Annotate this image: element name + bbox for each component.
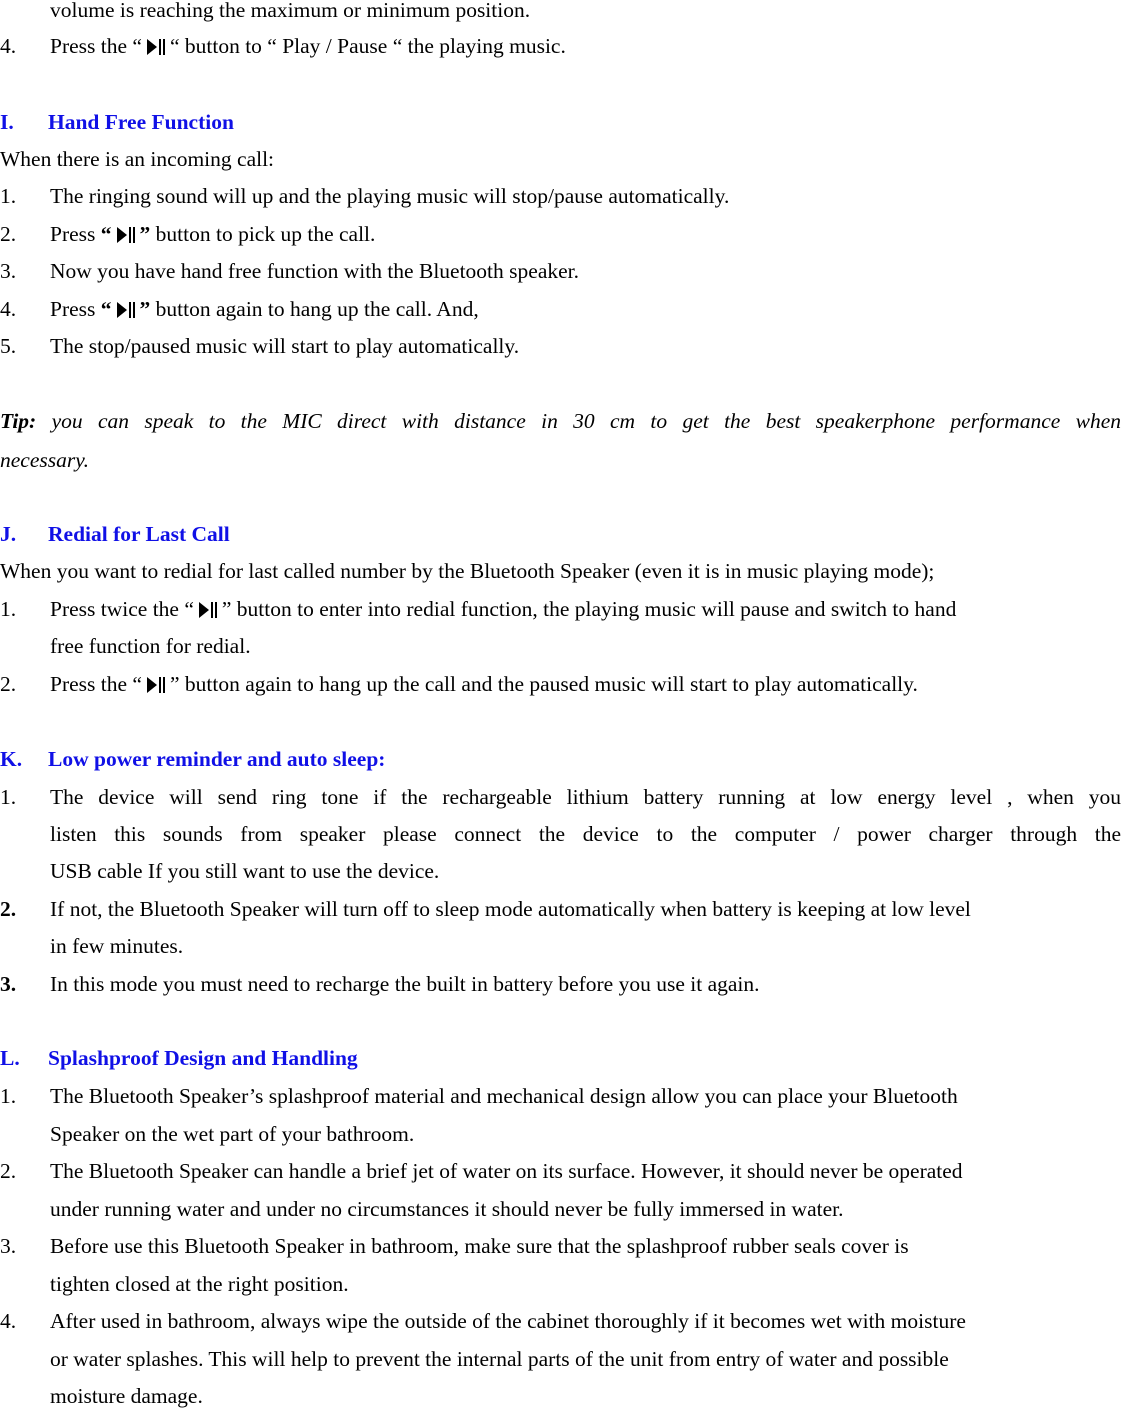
- item-number: 1.: [0, 597, 17, 621]
- item-text: The ringing sound will up and the playing music will stop/pause automatically.: [50, 184, 730, 208]
- section-lead: [0, 557, 1121, 585]
- item-number: 2.: [0, 897, 17, 921]
- section-title: Redial for Last Call: [48, 522, 230, 546]
- item-text: The Bluetooth Speaker’s splashproof material and mechanical design allow you can place your Bluetooth: [50, 1084, 958, 1108]
- paragraph-text: volume is reaching the maximum or minimum position.: [50, 0, 531, 22]
- item-number: 1.: [0, 184, 17, 208]
- item-text-cont: listen this sounds from speaker please connect the device to the computer / power charger through the: [50, 822, 1121, 846]
- section-title: Hand Free Function: [48, 110, 234, 134]
- item-text: The stop/paused music will start to play automatically.: [50, 334, 520, 358]
- quote-close: ”: [139, 297, 151, 321]
- item-number: 3.: [0, 1234, 17, 1258]
- paragraph-text: When there is an incoming call:: [0, 147, 275, 171]
- item-number: 5.: [0, 334, 17, 358]
- item-text: [50, 295, 1121, 323]
- item-text-post: “ button to “ Play / Pause “ the playing music.: [169, 34, 566, 58]
- item-number: 3.: [0, 972, 17, 996]
- item-text: [50, 595, 1121, 623]
- quote-open: “: [100, 297, 112, 321]
- item-number: 2.: [0, 672, 17, 696]
- play-pause-icon: [146, 676, 166, 694]
- play-pause-icon: [116, 301, 136, 319]
- item-text-post: ” button to enter into redial function, the playing music will pause and switch to hand: [221, 597, 957, 621]
- item-text: The device will send ring tone if the rechargeable lithium battery running at low energy level , when you: [50, 785, 1121, 809]
- tip-label: Tip:: [0, 409, 37, 433]
- item-text-post: button to pick up the call.: [155, 222, 376, 246]
- item-text-pre: Press twice the “: [50, 597, 194, 621]
- item-text-post: ” button again to hang up the call and the paused music will start to play automatically.: [169, 672, 918, 696]
- paragraph-text: When you want to redial for last called number by the Bluetooth Speaker (even it is in music playing mode);: [0, 559, 935, 583]
- item-text: Now you have hand free function with the Bluetooth speaker.: [50, 259, 579, 283]
- item-text-cont: USB cable If you still want to use the device.: [50, 859, 440, 883]
- item-number: 4.: [0, 297, 17, 321]
- item-number: 4.: [0, 34, 17, 58]
- item-number: 2.: [0, 1159, 17, 1183]
- section-letter: I.: [0, 110, 14, 134]
- item-text-post: button again to hang up the call. And,: [155, 297, 479, 321]
- item-text-cont: under running water and under no circumstances it should never be fully immersed in water.: [50, 1197, 844, 1221]
- section-lead: [0, 145, 1121, 173]
- item-text-cont: tighten closed at the right position.: [50, 1272, 349, 1296]
- item-text-pre: Press the “: [50, 34, 142, 58]
- item-number: 3.: [0, 259, 17, 283]
- play-pause-icon: [198, 601, 218, 619]
- play-pause-icon: [146, 38, 166, 56]
- section-letter: L.: [0, 1046, 20, 1070]
- quote-close: ”: [139, 222, 151, 246]
- item-text-cont: free function for redial.: [50, 634, 251, 658]
- item-text-pre: Press: [50, 297, 96, 321]
- item-text-pre: Press the “: [50, 672, 142, 696]
- section-letter: K.: [0, 747, 23, 771]
- section-title: Splashproof Design and Handling: [48, 1046, 358, 1070]
- quote-open: “: [100, 222, 112, 246]
- item-text: If not, the Bluetooth Speaker will turn off to sleep mode automatically when battery is keeping at low level: [50, 897, 971, 921]
- item-text: The Bluetooth Speaker can handle a brief jet of water on its surface. However, it should never be operated: [50, 1159, 963, 1183]
- tip-text: you can speak to the MIC direct with distance in 30 cm to get the best speakerphone performance when: [51, 409, 1121, 433]
- item-text-cont: moisture damage.: [50, 1384, 203, 1408]
- item-text: Before use this Bluetooth Speaker in bathroom, make sure that the splashproof rubber seals cover is: [50, 1234, 909, 1258]
- item-number: 2.: [0, 222, 17, 246]
- item-text-pre: Press: [50, 222, 96, 246]
- item-number: 4.: [0, 1309, 17, 1333]
- item-number: 1.: [0, 1084, 17, 1108]
- item-text: In this mode you must need to recharge the built in battery before you use it again.: [50, 972, 760, 996]
- item-text: [50, 670, 1121, 698]
- tip-line-2: necessary.: [0, 448, 89, 472]
- item-text: [50, 32, 1121, 60]
- section-title: Low power reminder and auto sleep:: [48, 747, 386, 771]
- item-text: After used in bathroom, always wipe the outside of the cabinet thoroughly if it becomes wet with moisture: [50, 1309, 966, 1333]
- item-text: [50, 220, 1121, 248]
- tip-paragraph-cont: [0, 446, 1121, 474]
- item-text-cont: in few minutes.: [50, 934, 184, 958]
- tip-line-1: [0, 407, 1121, 435]
- play-pause-icon: [116, 226, 136, 244]
- item-text-cont: Speaker on the wet part of your bathroom.: [50, 1122, 415, 1146]
- section-letter: J.: [0, 522, 17, 546]
- item-number: 1.: [0, 785, 17, 809]
- item-text-cont: or water splashes. This will help to prevent the internal parts of the unit from entry of water and possible: [50, 1347, 949, 1371]
